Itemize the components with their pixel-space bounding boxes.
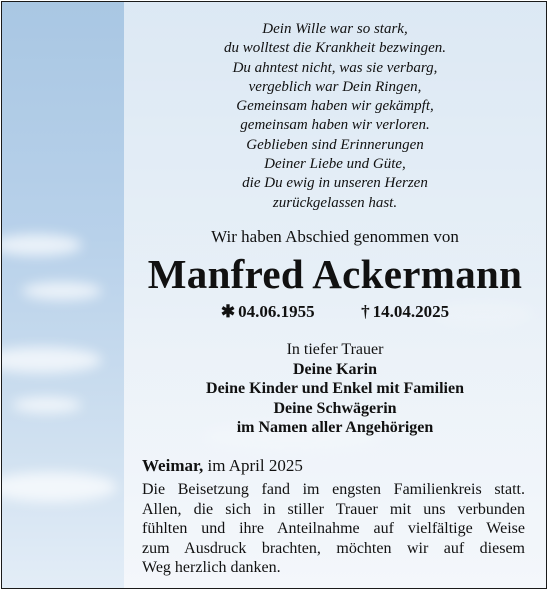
death-cross-icon: † — [361, 302, 370, 321]
place-and-date — [142, 456, 303, 476]
poem-line: Du ahntest nicht, was sie verbarg, — [232, 59, 438, 76]
birth-date: 04.06.1955 — [238, 302, 315, 321]
mourners-lead: In tiefer Trauer — [286, 341, 384, 358]
poem-line: Deiner Liebe und Güte, — [264, 156, 406, 173]
mourner-line: Deine Karin — [293, 360, 377, 378]
mourners-block — [124, 340, 546, 438]
cloud-decoration — [12, 397, 82, 413]
poem-line: gemeinsam haben wir verloren. — [240, 117, 430, 134]
deceased-name: Manfred Ackermann — [147, 251, 523, 297]
mourner-line: im Namen aller Angehörigen — [236, 419, 434, 436]
closing-line: zum Ausdruck brachten, möchten wir auf diesem — [142, 539, 525, 557]
poem-line: du wolltest die Krankheit bezwingen. — [223, 40, 447, 57]
poem-line: Dein Wille war so stark, — [262, 21, 408, 37]
closing-line: Weg herzlich danken. — [142, 559, 281, 577]
farewell-intro: Wir haben Abschied genommen von — [211, 227, 459, 246]
poem-line: Geblieben sind Erinnerungen — [246, 136, 424, 153]
cloud-decoration — [22, 282, 102, 300]
obituary-notice — [1, 1, 547, 589]
closing-line: Die Beisetzung fand im engsten Familienkreis statt. — [142, 481, 525, 498]
closing-line: fühlten und ihre Anteilnahme auf vielfältige Weise — [142, 520, 525, 538]
mourner-line: Deine Schwägerin — [273, 399, 397, 417]
place-date: im April 2025 — [207, 456, 303, 475]
death-date: 14.04.2025 — [372, 302, 450, 321]
closing-text — [142, 480, 525, 578]
poem-line: die Du ewig in unseren Herzen — [242, 175, 428, 192]
poem-line: vergeblich war Dein Ringen, — [248, 78, 422, 95]
birth-star-icon: ✱ — [220, 302, 236, 321]
closing-line: Allen, die sich in stiller Trauer mit uns verbunden — [142, 500, 525, 518]
poem-line: zurückgelassen hast. — [272, 194, 398, 211]
poem-line: Gemeinsam haben wir gekämpft, — [236, 98, 434, 115]
mourner-line: Deine Kinder und Enkel mit Familien — [206, 380, 464, 397]
place-city: Weimar, — [142, 456, 204, 475]
